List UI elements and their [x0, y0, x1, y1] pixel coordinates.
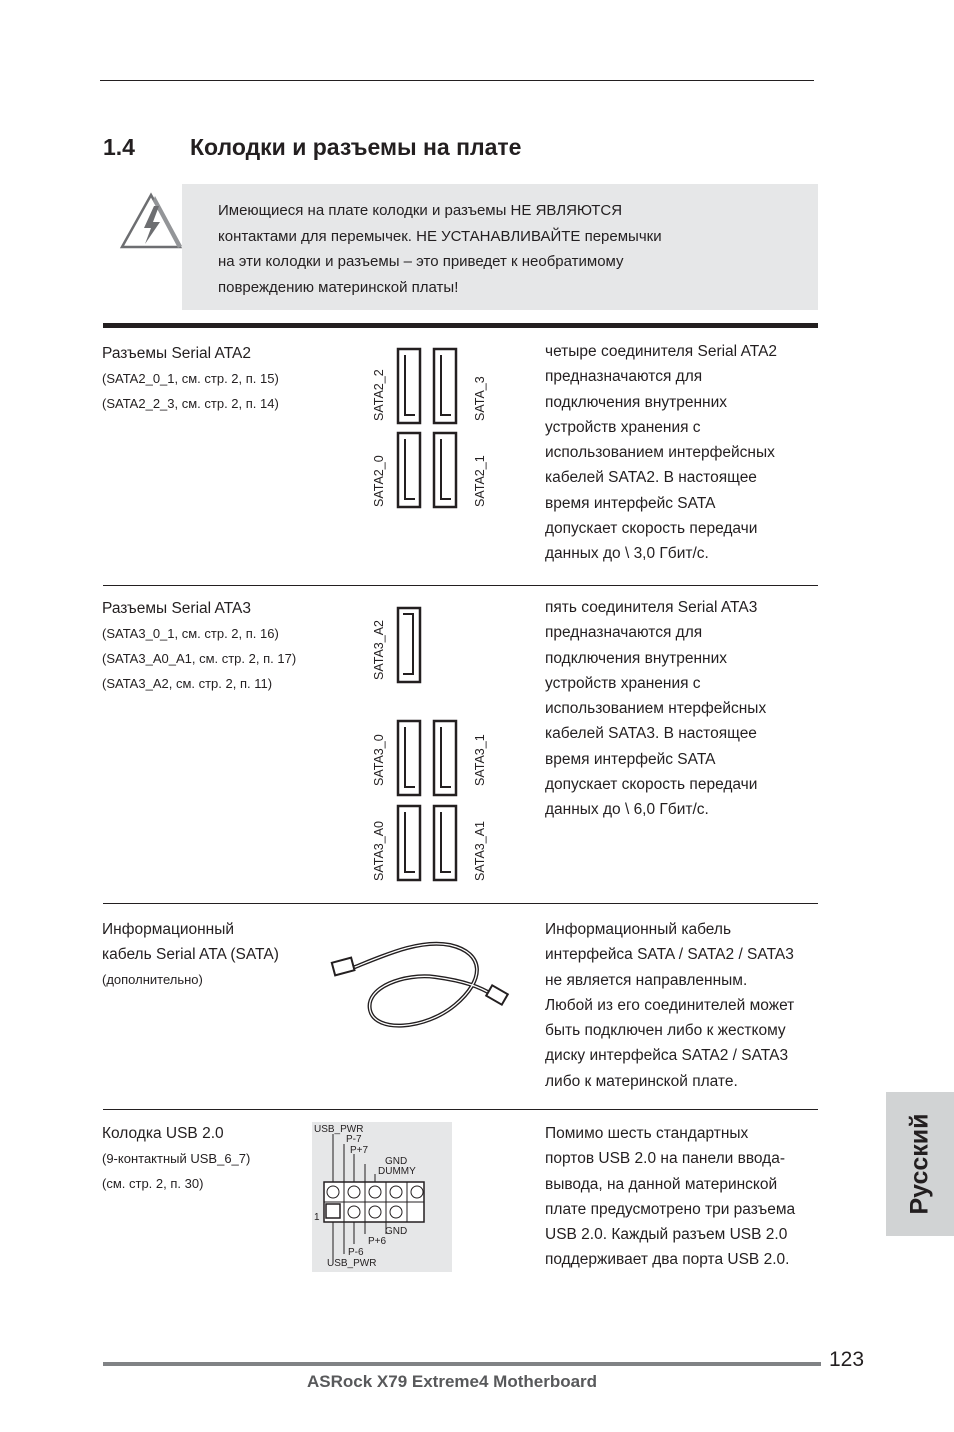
- connector-label: SATA2_2: [372, 369, 386, 421]
- section-rule-thick: [103, 323, 818, 328]
- desc-line: допускает скорость передачи: [545, 520, 758, 538]
- sata2-title: Разъемы Serial ATA2: [102, 345, 251, 362]
- footer-title: ASRock X79 Extreme4 Motherboard: [307, 1372, 598, 1391]
- section-rule: [103, 585, 818, 586]
- connector-label: SATA_3: [473, 376, 487, 421]
- sata2-ref: (SATA2_0_1, см. стр. 2, п. 15): [102, 371, 279, 386]
- sata3-label: [102, 596, 296, 696]
- desc-line: устройств хранения с: [545, 674, 701, 692]
- sata2-description: [545, 339, 820, 567]
- desc-line: предназначаются для: [545, 624, 703, 642]
- connector-label: SATA2_1: [473, 455, 487, 507]
- desc-line: Помимо шесть стандартных: [545, 1125, 749, 1142]
- sata3-ref: (SATA3_A0_A1, см. стр. 2, п. 17): [102, 651, 297, 666]
- desc-line: пять соединителя Serial ATA3: [545, 599, 758, 616]
- warning-line: на эти колодки и разъемы – это приведет к необратимому: [218, 253, 624, 270]
- sata3-title: Разъемы Serial ATA3: [102, 600, 251, 617]
- desc-line: быть подключен либо к жесткому: [545, 1022, 786, 1040]
- usb-header-diagram: [312, 1122, 452, 1272]
- desc-line: не является направленным.: [545, 971, 748, 989]
- desc-line: USB 2.0. Каждый разъем USB 2.0: [545, 1226, 788, 1244]
- connector-label: SATA3_A2: [372, 620, 386, 680]
- warning-text: [218, 198, 662, 300]
- desc-line: кабелей SATA2. В настоящее: [545, 469, 757, 487]
- sata3-description: [545, 595, 820, 823]
- warning-line: Имеющиеся на плате колодки и разъемы НЕ ЯВЛЯЮТСЯ: [218, 202, 623, 219]
- desc-line: данных до \ 6,0 Гбит/с.: [545, 801, 709, 819]
- connector-label: SATA3_A0: [372, 821, 386, 881]
- desc-line: либо к материнской плате.: [545, 1072, 738, 1090]
- desc-line: вывода, на данной материнской: [545, 1175, 778, 1193]
- desc-line: предназначаются для: [545, 368, 703, 386]
- connector-label: SATA3_0: [372, 734, 386, 786]
- cable-description: [545, 917, 820, 1094]
- pin-label: GND: [385, 1156, 408, 1167]
- connector-label: SATA3_1: [473, 734, 487, 786]
- sata2-label: [102, 341, 279, 416]
- connector-label: SATA3_A1: [473, 821, 487, 881]
- pin-label: P-6: [348, 1247, 364, 1258]
- connector-label: SATA2_0: [372, 455, 386, 507]
- desc-line: устройств хранения с: [545, 418, 701, 436]
- sata2-diagram: [366, 345, 496, 510]
- sata-cable-image: [325, 935, 515, 1040]
- usb-label: [102, 1121, 250, 1196]
- warning-icon: [118, 192, 184, 255]
- pin-label: P-7: [346, 1134, 362, 1145]
- desc-line: диску интерфейса SATA2 / SATA3: [545, 1047, 789, 1065]
- section-rule: [103, 903, 818, 904]
- language-tab-label: Русский: [905, 1113, 934, 1215]
- cable-title: Информационный: [102, 921, 235, 938]
- desc-line: время интерфейс SATA: [545, 494, 716, 512]
- desc-line: подключения внутренних: [545, 393, 728, 411]
- desc-line: четыре соединителя Serial ATA2: [545, 343, 778, 360]
- pin-label: USB_PWR: [314, 1124, 364, 1135]
- warning-line: контактами для перемычек. НЕ УСТАНАВЛИВАЙТЕ перемычки: [218, 227, 662, 245]
- usb-ref: (см. стр. 2, п. 30): [102, 1176, 204, 1191]
- usb-title: Колодка USB 2.0: [102, 1125, 224, 1142]
- section-title: [103, 134, 521, 161]
- pin-label: P+6: [368, 1236, 387, 1247]
- desc-line: использованием нтерфейсных: [545, 700, 767, 718]
- cable-label: [102, 917, 279, 992]
- desc-line: интерфейса SATA / SATA2 / SATA3: [545, 946, 794, 964]
- desc-line: поддерживает два порта USB 2.0.: [545, 1251, 790, 1269]
- section-number: 1.4: [103, 134, 135, 160]
- pin-label: DUMMY: [378, 1166, 416, 1177]
- desc-line: подключения внутренних: [545, 649, 728, 667]
- pin-label: P+7: [350, 1145, 369, 1156]
- desc-line: время интерфейс SATA: [545, 750, 716, 768]
- usb-description: [545, 1121, 820, 1273]
- cable-title: кабель Serial ATA (SATA): [102, 946, 279, 963]
- desc-line: использованием интерфейсных: [545, 444, 775, 462]
- sata3-diagram: [366, 604, 496, 886]
- footer-bar: [103, 1362, 821, 1366]
- language-tab: [886, 1092, 954, 1236]
- desc-line: данных до \ 3,0 Гбит/с.: [545, 545, 709, 563]
- desc-line: плате предусмотрено три разъема: [545, 1200, 796, 1218]
- usb-ref: (9-контактный USB_6_7): [102, 1151, 251, 1166]
- pin-label: GND: [385, 1226, 408, 1237]
- sata3-ref: (SATA3_0_1, см. стр. 2, п. 16): [102, 626, 279, 641]
- pin-label: USB_PWR: [327, 1258, 377, 1269]
- section-heading: Колодки и разъемы на плате: [190, 134, 522, 160]
- desc-line: кабелей SATA3. В настоящее: [545, 725, 757, 743]
- desc-line: допускает скорость передачи: [545, 776, 758, 794]
- desc-line: Информационный кабель: [545, 921, 732, 938]
- top-rule: [100, 80, 814, 81]
- desc-line: портов USB 2.0 на панели ввода-: [545, 1150, 785, 1168]
- sata3-ref: (SATA3_A2, см. стр. 2, п. 11): [102, 676, 273, 691]
- warning-line: повреждению материнской платы!: [218, 278, 459, 296]
- sata2-ref: (SATA2_2_3, см. стр. 2, п. 14): [102, 396, 279, 411]
- cable-optional: (дополнительно): [102, 972, 203, 987]
- page-number: 123: [829, 1348, 865, 1371]
- pin-one-label: 1: [314, 1212, 320, 1223]
- desc-line: Любой из его соединителей может: [545, 996, 795, 1014]
- section-rule: [103, 1109, 818, 1110]
